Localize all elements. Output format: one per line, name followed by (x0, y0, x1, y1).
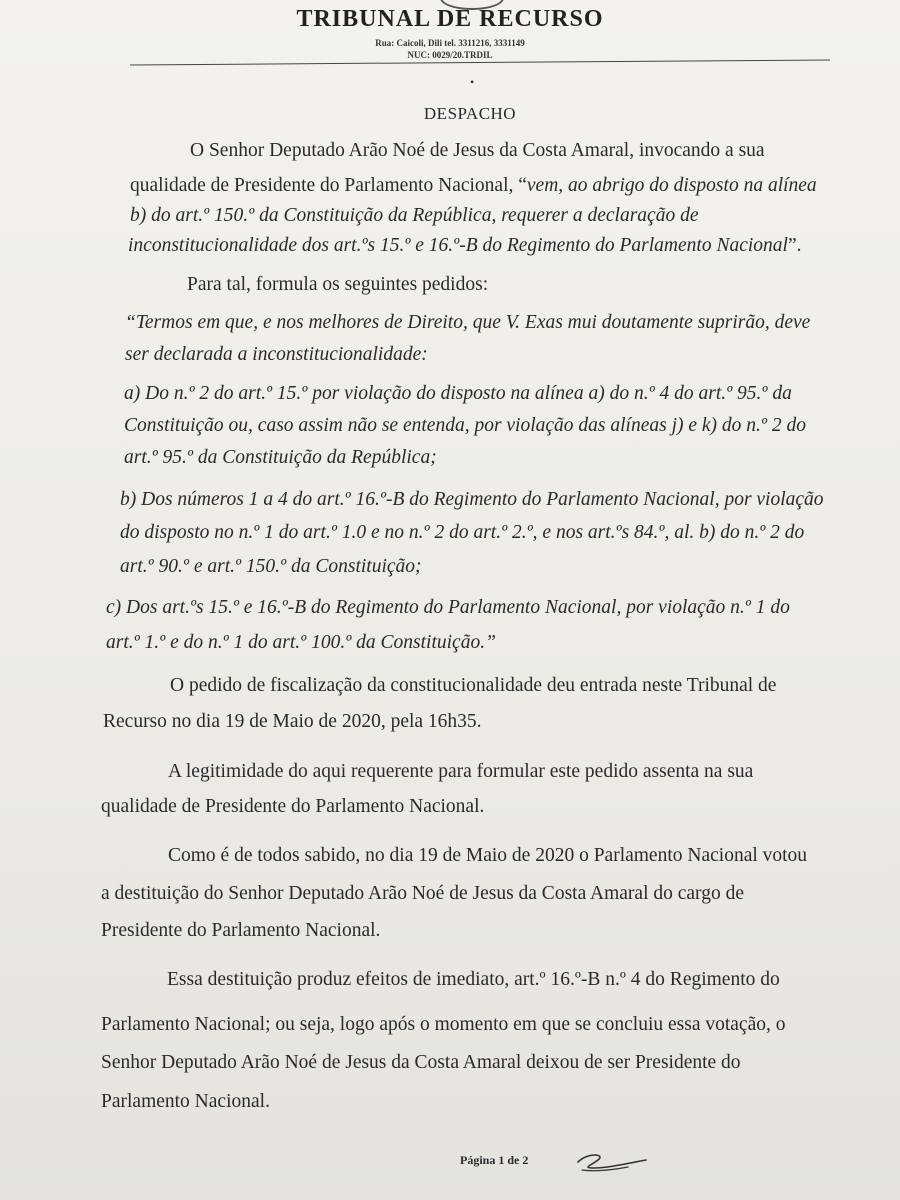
body-line: b) do art.º 150.º da Constituição da República, requerer a declaração de (130, 205, 699, 226)
body-line: Para tal, formula os seguintes pedidos: (187, 274, 489, 295)
body-line: Recurso no dia 19 de Maio de 2020, pela 16h35. (103, 711, 482, 732)
court-address: Rua: Caicoli, Dili tel. 3311216, 3331149 (375, 38, 525, 48)
body-line: O Senhor Deputado Arão Noé de Jesus da Costa Amaral, invocando a sua (190, 140, 765, 161)
body-line: inconstitucionalidade dos art.ºs 15.º e 16.º-B do Regimento do Parlamento Nacional”. (128, 235, 802, 256)
body-line: a destituição do Senhor Deputado Arão Noé de Jesus da Costa Amaral do cargo de (101, 883, 744, 904)
quote-line: art.º 95.º da Constituição da República; (124, 447, 437, 468)
body-line: Parlamento Nacional; ou seja, logo após o momento em que se concluiu essa votação, o (101, 1014, 786, 1035)
quote-line: ser declarada a inconstitucionalidade: (125, 344, 428, 365)
quote-line: art.º 1.º e do n.º 1 do art.º 100.º da Constituição.” (106, 632, 496, 653)
body-line: Essa destituição produz efeitos de imediato, art.º 16.º-B n.º 4 do Regimento do (167, 969, 780, 990)
body-line: Parlamento Nacional. (101, 1091, 270, 1112)
quote-line: do disposto no n.º 1 do art.º 1.0 e no n.º 2 do art.º 2.º, e nos art.ºs 84.º, al. b) do n.º 2 do (120, 522, 805, 543)
quote-line: b) Dos números 1 a 4 do art.º 16.º-B do Regimento do Parlamento Nacional, por violação (120, 489, 824, 510)
dot-mark: • (470, 75, 475, 89)
page-number: Página 1 de 2 (460, 1153, 529, 1167)
body-line: qualidade de Presidente do Parlamento Nacional. (101, 796, 485, 817)
quote-line: Constituição ou, caso assim não se entenda, por violação das alíneas j) e k) do n.º 2 do (124, 415, 806, 436)
court-title: TRIBUNAL DE RECURSO (296, 6, 604, 32)
body-line: qualidade de Presidente do Parlamento Nacional, “vem, ao abrigo do disposto na alínea (130, 175, 817, 196)
case-reference: NUC: 0029/20.TRDIL (407, 50, 493, 60)
header-divider (130, 60, 830, 66)
document-heading: DESPACHO (423, 104, 517, 123)
body-line: Como é de todos sabido, no dia 19 de Maio de 2020 o Parlamento Nacional votou (168, 845, 808, 866)
quote-line: c) Dos art.ºs 15.º e 16.º-B do Regimento do Parlamento Nacional, por violação n.º 1 do (106, 597, 790, 618)
body-line: O pedido de fiscalização da constitucionalidade deu entrada neste Tribunal de (170, 675, 777, 696)
body-line: Presidente do Parlamento Nacional. (101, 920, 381, 941)
quote-line: a) Do n.º 2 do art.º 15.º por violação do disposto na alínea a) do n.º 4 do art.º 95.º da (124, 383, 792, 404)
body-line: A legitimidade do aqui requerente para formular este pedido assenta na sua (168, 761, 754, 782)
quote-line: “Termos em que, e nos melhores de Direito, que V. Exas mui doutamente suprirão, deve (125, 312, 811, 333)
signature-icon (572, 1148, 652, 1178)
body-line: Senhor Deputado Arão Noé de Jesus da Costa Amaral deixou de ser Presidente do (101, 1052, 741, 1073)
quote-line: art.º 90.º e art.º 150.º da Constituição; (120, 556, 422, 577)
